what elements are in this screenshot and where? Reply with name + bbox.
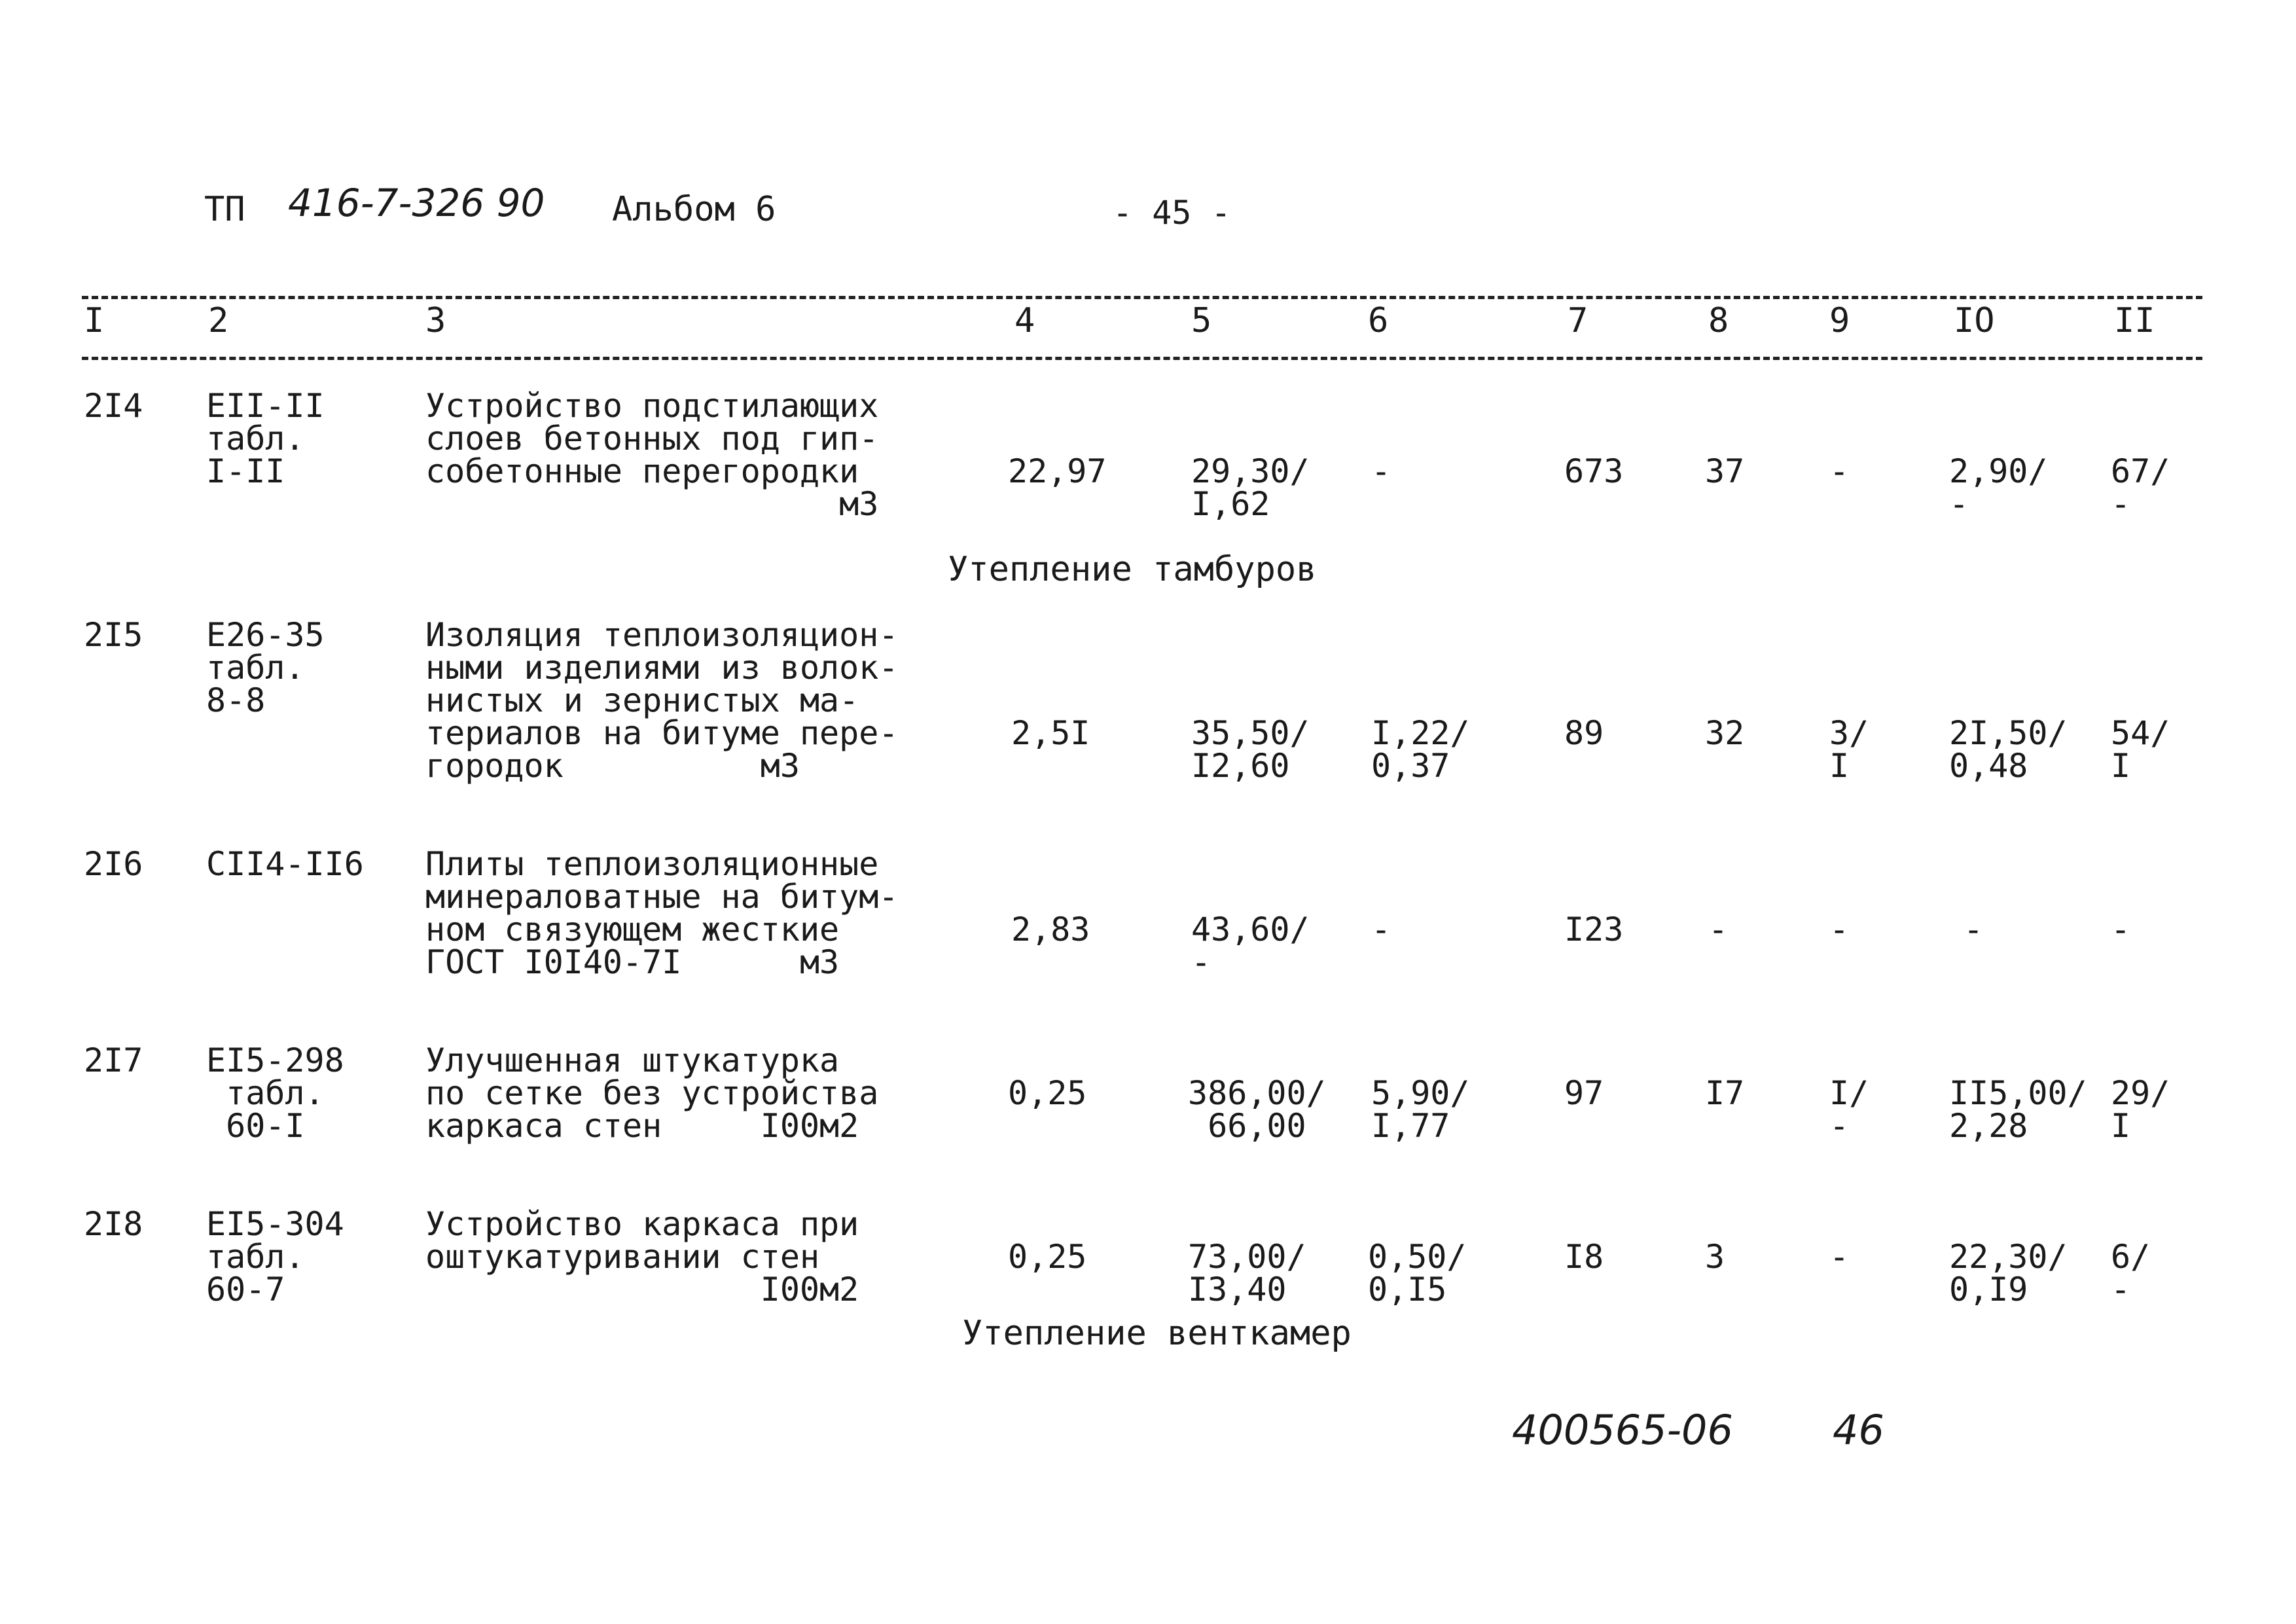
col4-value: 2,5I bbox=[1011, 714, 1090, 752]
col6-value: I,22/ 0,37 bbox=[1371, 714, 1470, 785]
col9-value: - bbox=[1829, 911, 1850, 948]
col10-value: II5,00/ 2,28 bbox=[1949, 1074, 2087, 1145]
row-number: 2I7 bbox=[84, 1041, 143, 1079]
col8-value: 37 bbox=[1705, 452, 1745, 490]
col5-value: 29,30/ I,62 bbox=[1191, 452, 1310, 523]
col8-value: 32 bbox=[1705, 714, 1745, 752]
work-description: Изоляция теплоизоляцион- ными изделиями из волок- нистых и зернистых ма- териалов на битуме пере- городок м3 bbox=[425, 616, 899, 785]
col9-value: I/ - bbox=[1829, 1074, 1869, 1145]
row-number: 2I6 bbox=[84, 845, 143, 883]
stamp-number: 400565-06 bbox=[1512, 1406, 1733, 1454]
sheet-number: 46 bbox=[1833, 1406, 1884, 1454]
column-header: I bbox=[84, 301, 105, 340]
col6-value: - bbox=[1371, 911, 1391, 948]
work-description: Улучшенная штукатурка по сетке без устройства каркаса стен I00м2 bbox=[425, 1041, 879, 1145]
col4-value: 0,25 bbox=[1008, 1238, 1087, 1276]
column-header: 4 bbox=[1014, 301, 1035, 340]
doc-code: ТП bbox=[204, 190, 245, 229]
col4-value: 22,97 bbox=[1008, 452, 1107, 490]
col9-value: - bbox=[1829, 1238, 1850, 1276]
col4-value: 0,25 bbox=[1008, 1074, 1087, 1112]
col9-value: - bbox=[1829, 452, 1850, 490]
column-header: 6 bbox=[1368, 301, 1389, 340]
album-label: Альбом 6 bbox=[612, 190, 776, 229]
col6-value: - bbox=[1371, 452, 1391, 490]
col10-value: 2I,50/ 0,48 bbox=[1949, 714, 2068, 785]
col5-value: 386,00/ 66,00 bbox=[1188, 1074, 1326, 1145]
col7-value: I8 bbox=[1564, 1238, 1604, 1276]
norm-ref: Е26-35 табл. 8-8 bbox=[206, 616, 325, 719]
col7-value: 89 bbox=[1564, 714, 1604, 752]
column-header: 7 bbox=[1568, 301, 1588, 340]
col8-value: - bbox=[1708, 911, 1729, 948]
col9-value: 3/ I bbox=[1829, 714, 1869, 785]
work-description: Устройство каркаса при оштукатуривании стен I00м2 bbox=[425, 1205, 859, 1308]
col5-value: 35,50/ I2,60 bbox=[1191, 714, 1310, 785]
norm-ref: ЕI5-298 табл. 60-I bbox=[206, 1041, 344, 1145]
col10-value: - bbox=[1964, 911, 1984, 948]
norm-ref: ЕI5-304 табл. 60-7 bbox=[206, 1205, 344, 1308]
col11-value: - bbox=[2111, 911, 2131, 948]
column-header: 3 bbox=[425, 301, 446, 340]
row-number: 2I5 bbox=[84, 616, 143, 654]
col11-value: 29/ I bbox=[2111, 1074, 2170, 1145]
row-number: 2I4 bbox=[84, 387, 143, 425]
col5-value: 73,00/ I3,40 bbox=[1188, 1238, 1306, 1308]
page-number: - 45 - bbox=[1113, 194, 1231, 232]
work-description: Плиты теплоизоляционные минераловатные на битум- ном связующем жесткие ГОСТ I0I40-7I м3 bbox=[425, 845, 899, 981]
col11-value: 6/ - bbox=[2111, 1238, 2151, 1308]
col7-value: 673 bbox=[1564, 452, 1624, 490]
section-heading: Утепление венткамер bbox=[962, 1314, 1352, 1353]
norm-ref: СII4-II6 bbox=[206, 845, 364, 883]
column-header: II bbox=[2114, 301, 2155, 340]
col8-value: 3 bbox=[1705, 1238, 1725, 1276]
col11-value: 54/ I bbox=[2111, 714, 2170, 785]
col6-value: 5,90/ I,77 bbox=[1371, 1074, 1470, 1145]
col7-value: I23 bbox=[1564, 911, 1624, 948]
col10-value: 2,90/ - bbox=[1949, 452, 2048, 523]
table-header-rule bbox=[82, 357, 2202, 360]
section-heading: Утепление тамбуров bbox=[948, 550, 1317, 589]
work-description: Устройство подстилающих слоев бетонных под гип- собетонные перегородки м3 bbox=[425, 387, 879, 523]
col7-value: 97 bbox=[1564, 1074, 1604, 1112]
col5-value: 43,60/ - bbox=[1191, 911, 1310, 981]
column-header: 8 bbox=[1708, 301, 1729, 340]
col4-value: 2,83 bbox=[1011, 911, 1090, 948]
row-number: 2I8 bbox=[84, 1205, 143, 1243]
col11-value: 67/ - bbox=[2111, 452, 2170, 523]
column-header: 5 bbox=[1191, 301, 1212, 340]
project-number: 416-7-326 90 bbox=[288, 181, 545, 225]
col6-value: 0,50/ 0,I5 bbox=[1368, 1238, 1467, 1308]
column-header: 2 bbox=[208, 301, 229, 340]
table-top-rule bbox=[82, 296, 2202, 299]
column-header: IO bbox=[1954, 301, 1995, 340]
norm-ref: ЕII-II табл. I-II bbox=[206, 387, 325, 490]
col8-value: I7 bbox=[1705, 1074, 1745, 1112]
col10-value: 22,30/ 0,I9 bbox=[1949, 1238, 2068, 1308]
column-header: 9 bbox=[1829, 301, 1850, 340]
